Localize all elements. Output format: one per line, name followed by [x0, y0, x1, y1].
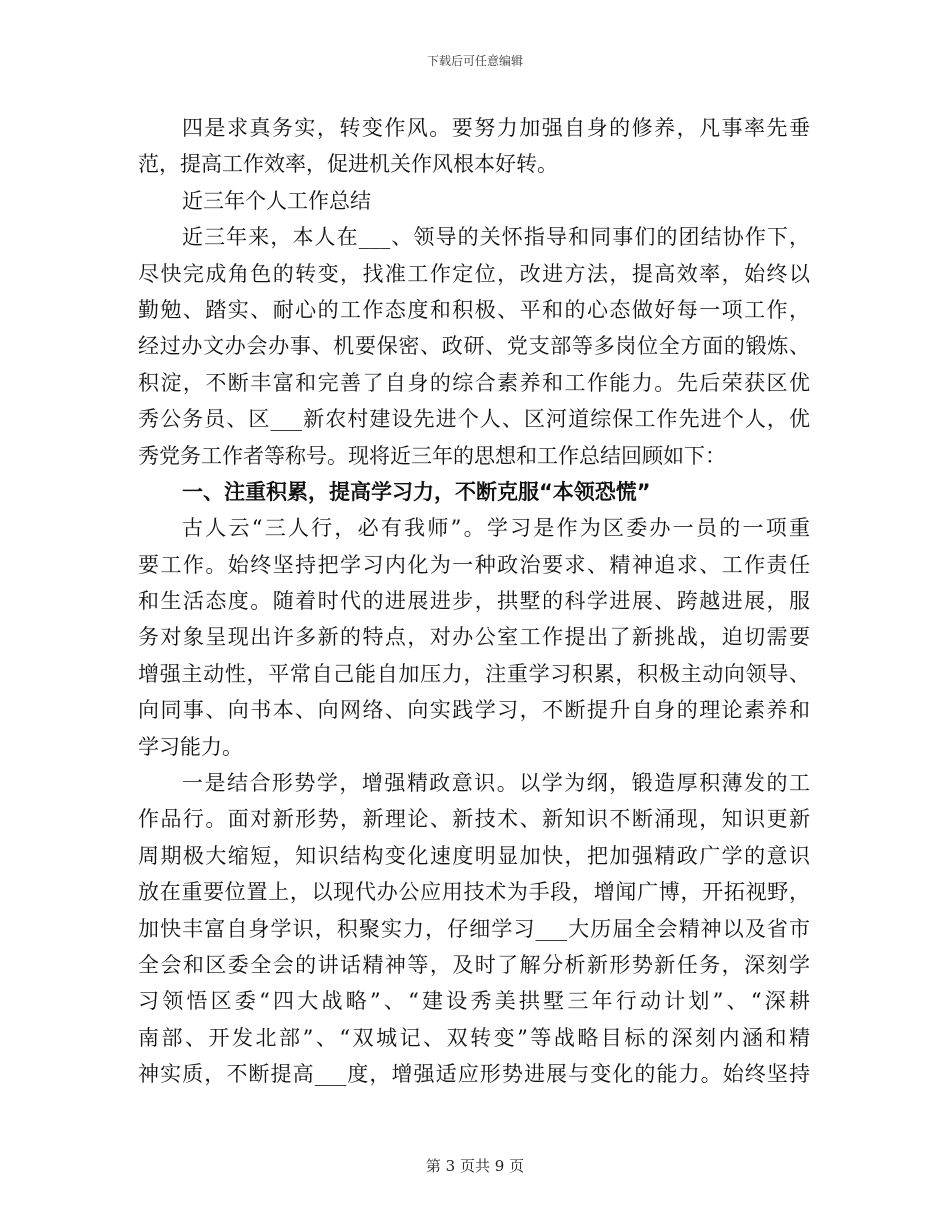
text-line: 范，提高工作效率，促进机关作风根本好转。	[138, 152, 558, 177]
text-line: 务对象呈现出许多新的特点，对办公室工作提出了新挑战，迫切需要	[138, 625, 810, 650]
text-line: 和生活态度。随着时代的进展进步，拱墅的科学进展、跨越进展，服	[138, 589, 810, 614]
text-line: 习领悟区委“四大战略”、“建设秀美拱墅三年行动计划”、“深耕	[138, 989, 810, 1014]
text-line: 增强主动性，平常自己能自加压力，注重学习积累，积极主动向领导、	[138, 661, 810, 686]
text-line: 秀公务员、区___新农村建设先进个人、区河道综保工作先进个人，优	[138, 407, 810, 432]
text-line: 神实质，不断提高___度，增强适应形势进展与变化的能力。始终坚持	[138, 1062, 810, 1087]
page-footer: 第 3 页共 9 页	[425, 1157, 525, 1175]
text-line: 积淀，不断丰富和完善了自身的综合素养和工作能力。先后荣获区优	[138, 370, 810, 395]
text-line: 放在重要位置上，以现代办公应用技术为手段，增闻广博，开拓视野，	[138, 880, 810, 905]
text-line: 全会和区委全会的讲话精神等，及时了解分析新形势新任务，深刻学	[138, 952, 810, 977]
text-line: 南部、开发北部”、“双城记、双转变”等战略目标的深刻内涵和精	[138, 1025, 810, 1050]
text-line: 学习能力。	[138, 734, 243, 759]
text-line: 勤勉、踏实、耐心的工作态度和积极、平和的心态做好每一项工作，	[138, 297, 810, 322]
text-line: 要工作。始终坚持把学习内化为一种政治要求、精神追求、工作责任	[138, 552, 810, 577]
text-line: 周期极大缩短，知识结构变化速度明显加快，把加强精政广学的意识	[138, 843, 810, 868]
document-body	[138, 110, 810, 1093]
text-line: 近三年来，本人在___、领导的关怀指导和同事们的团结协作下，	[182, 225, 810, 250]
text-line: 加快丰富自身学识，积聚实力，仔细学习___大历届全会精神以及省市	[138, 916, 810, 941]
text-line: 作品行。面对新形势，新理论、新技术、新知识不断涌现，知识更新	[138, 807, 810, 832]
section-heading: 一、注重积累，提高学习力，不断克服“本领恐慌”	[182, 479, 651, 504]
text-line: 一是结合形势学，增强精政意识。以学为纲，锻造厚积薄发的工	[182, 771, 810, 796]
text-line: 秀党务工作者等称号。现将近三年的思想和工作总结回顾如下：	[138, 443, 726, 468]
text-line: 四是求真务实，转变作风。要努力加强自身的修养，凡事率先垂	[182, 116, 810, 140]
text-line: 向同事、向书本、向网络、向实践学习，不断提升自身的理论素养和	[138, 698, 810, 723]
text-line: 经过办文办会办事、机要保密、政研、党支部等多岗位全方面的锻炼、	[138, 334, 810, 359]
text-line: 尽快完成角色的转变，找准工作定位，改进方法，提高效率，始终以	[138, 261, 810, 286]
text-line: 古人云“三人行，必有我师”。学习是作为区委办一员的一项重	[182, 516, 810, 541]
text-line: 近三年个人工作总结	[182, 188, 371, 213]
page-header: 下载后可任意编辑	[426, 54, 523, 68]
